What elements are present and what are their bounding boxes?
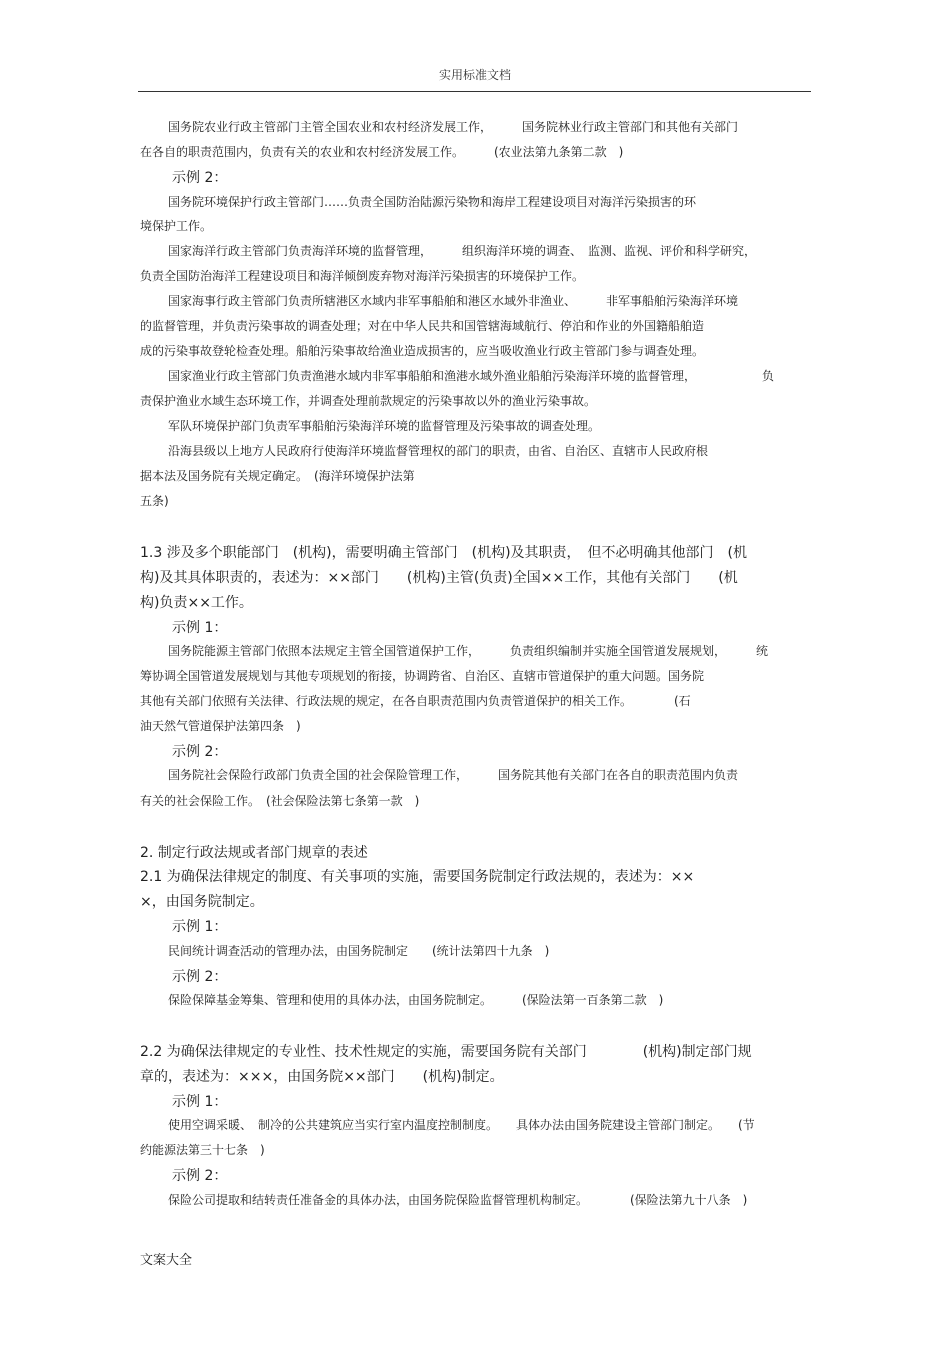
text-line: 使用空调采暖、 制冷的公共建筑应当实行室内温度控制制度。 具体办法由国务院建设主管部门制定。 (节 [168, 1118, 755, 1132]
text-line: 有关的社会保险工作。 (社会保险法第七条第一款 ) [140, 794, 420, 808]
text-line: 保险公司提取和结转责任准备金的具体办法，由国务院保险监督管理机构制定。 (保险法第九十八条 ) [168, 1193, 748, 1207]
text-line: 成的污染事故登轮检查处理。船舶污染事故给渔业造成损害的，应当吸收渔业行政主管部门参与调查处理。 [140, 344, 705, 358]
page-header: 实用标准文档 [438, 68, 511, 82]
section-heading-1-3: 1.3 涉及多个职能部门 (机构)，需要明确主管部门 (机构)及其职责， 但不必明确其他部门 (机 [140, 545, 748, 561]
text-line: 约能源法第三十七条 ) [140, 1143, 265, 1157]
example-label: 示例 2： [172, 1168, 228, 1184]
example-label: 示例 1： [172, 620, 228, 636]
text-line: 国家海事行政主管部门负责所辖港区水域内非军事船舶和港区水域外非渔业、 非军事船舶污染海洋环境 [168, 294, 739, 308]
text-line: 章的，表述为：×××，由国务院××部门 (机构)制定。 [140, 1069, 504, 1085]
text-line: 国家海洋行政主管部门负责海洋环境的监督管理， 组织海洋环境的调查、 监测、监视、评价和科学研究， [168, 244, 757, 258]
text-line: 民间统计调查活动的管理办法，由国务院制定 (统计法第四十九条 ) [168, 944, 550, 958]
section-heading-2: 2. 制定行政法规或者部门规章的表述 [140, 845, 368, 861]
page-footer: 文案大全 [140, 1253, 193, 1268]
text-line: 责保护渔业水域生态环境工作，并调查处理前款规定的污染事故以外的渔业污染事故。 [140, 394, 597, 408]
text-line: 国务院农业行政主管部门主管全国农业和农村经济发展工作， 国务院林业行政主管部门和其他有关部门 [168, 120, 739, 134]
text-line: 国务院能源主管部门依照本法规定主管全国管道保护工作， 负责组织编制并实施全国管道发展规划， 统 [168, 644, 769, 658]
text-line: 油天然气管道保护法第四条 ) [140, 719, 301, 733]
text-line: 五条) [140, 494, 169, 508]
text-line: 其他有关部门依照有关法律、行政法规的规定，在各自职责范围内负责管道保护的相关工作。 (石 [140, 694, 691, 708]
text-line: ×，由国务院制定。 [140, 894, 264, 910]
text-line: 国务院社会保险行政部门负责全国的社会保险管理工作， 国务院其他有关部门在各自的职责范围内负责 [168, 768, 739, 782]
text-line: 筹协调全国管道发展规划与其他专项规划的衔接，协调跨省、自治区、直辖市管道保护的重大问题。国务院 [140, 669, 705, 683]
header-rule [138, 91, 811, 92]
text-line: 构)及其具体职责的，表述为：××部门 (机构)主管(负责)全国××工作，其他有关部门 (机 [140, 570, 738, 586]
text-line: 保险保障基金筹集、管理和使用的具体办法，由国务院制定。 (保险法第一百条第二款 ) [168, 993, 664, 1007]
text-line: 负责全国防治海洋工程建设项目和海洋倾倒废弃物对海洋污染损害的环境保护工作。 [140, 269, 585, 283]
section-heading-2-1: 2.1 为确保法律规定的制度、有关事项的实施，需要国务院制定行政法规的，表述为：×× [140, 869, 695, 885]
text-line: 境保护工作。 [140, 219, 213, 233]
section-heading-2-2: 2.2 为确保法律规定的专业性、技术性规定的实施，需要国务院有关部门 (机构)制定部门规 [140, 1044, 752, 1060]
example-label: 示例 1： [172, 1094, 228, 1110]
example-label: 示例 2： [172, 744, 228, 760]
text-line: 构)负责××工作。 [140, 595, 253, 611]
text-line: 据本法及国务院有关规定确定。 (海洋环境保护法第 [140, 469, 415, 483]
text-line: 的监督管理，并负责污染事故的调查处理；对在中华人民共和国管辖海域航行、停泊和作业的外国籍船舶造 [140, 319, 705, 333]
example-label: 示例 2： [172, 170, 228, 186]
example-label: 示例 2： [172, 969, 228, 985]
text-line: 沿海县级以上地方人民政府行使海洋环境监督管理权的部门的职责，由省、自治区、直辖市人民政府根 [168, 444, 709, 458]
example-label: 示例 1： [172, 919, 228, 935]
text-line: 在各自的职责范围内，负责有关的农业和农村经济发展工作。 (农业法第九条第二款 ) [140, 145, 624, 159]
text-line: 国家渔业行政主管部门负责渔港水域内非军事船舶和渔港水域外渔业船舶污染海洋环境的监督管理， 负 [168, 369, 775, 383]
text-line: 国务院环境保护行政主管部门……负责全国防治陆源污染物和海岸工程建设项目对海洋污染损害的环 [168, 195, 697, 209]
text-line: 军队环境保护部门负责军事船舶污染海洋环境的监督管理及污染事故的调查处理。 [168, 419, 601, 433]
